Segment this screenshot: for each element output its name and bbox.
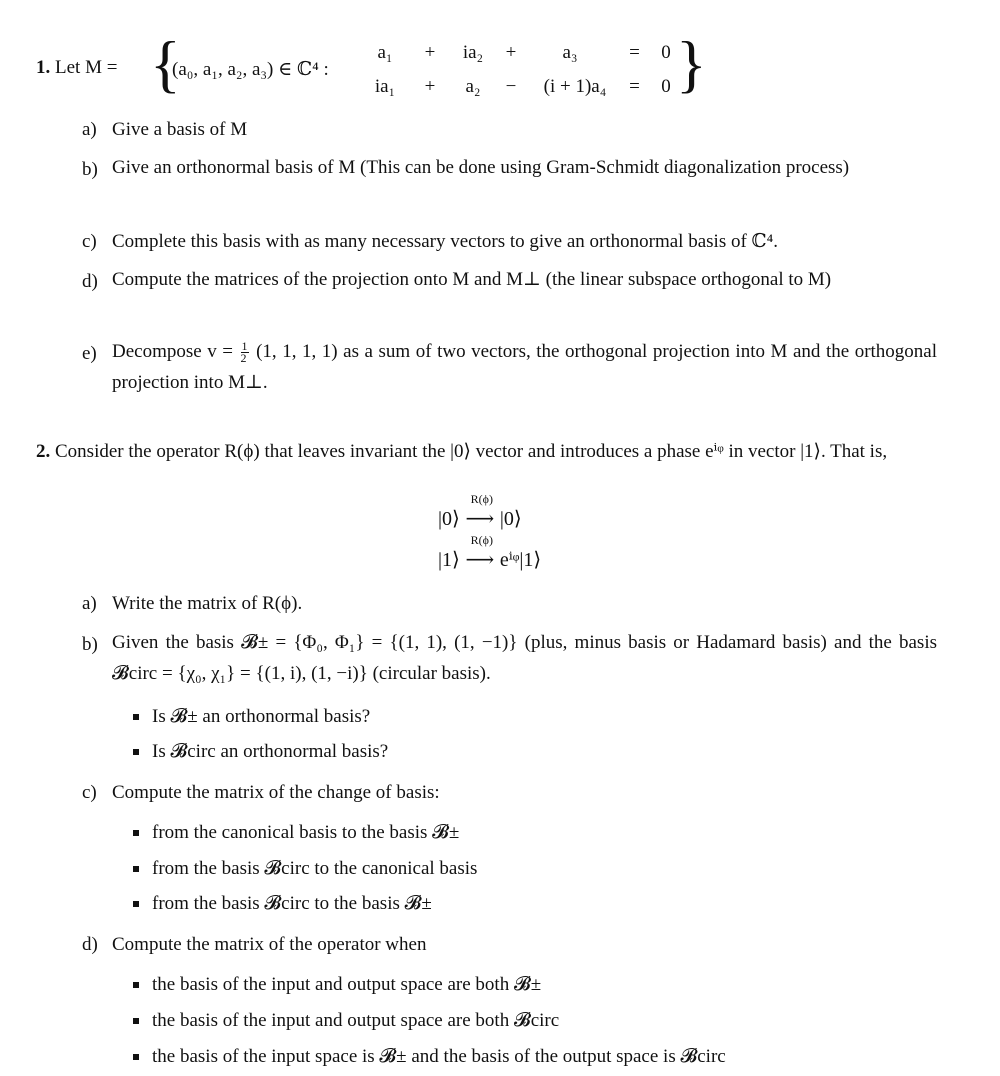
item-text: Complete this basis with as many necessary vectors to give an orthonormal basis of ℂ⁴. — [112, 231, 779, 252]
row1-rhs: 0 — [661, 42, 671, 63]
operator-label: R(ϕ) — [470, 533, 493, 547]
row2-equals: = — [629, 76, 640, 97]
operator-label: R(ϕ) — [470, 492, 493, 506]
problem-1-intro: Let M = — [55, 57, 118, 78]
row1-term-1: a₁ — [377, 42, 393, 63]
row2-op-2: − — [505, 76, 517, 97]
problem-2-header — [36, 436, 936, 468]
mapping-row-2 — [438, 533, 542, 575]
item-label: b) — [82, 634, 98, 655]
bullet-item: from the basis 𝓑circ to the basis 𝓑± — [133, 890, 432, 918]
system-row-2 — [360, 73, 690, 97]
item-label: c) — [82, 231, 97, 252]
ket-one-input: |1⟩ — [438, 549, 460, 571]
bullet-item: the basis of the input space is 𝓑± and the basis of the output space is 𝓑circ — [133, 1043, 726, 1071]
ket-zero-input: |0⟩ — [438, 508, 460, 530]
ket-zero-output: |0⟩ — [499, 508, 522, 530]
bullet-item: from the canonical basis to the basis 𝓑± — [133, 819, 459, 847]
item-text: Compute the matrix of the operator when — [112, 934, 427, 955]
item-e-text-after: (1, 1, 1, 1) as a sum of two vectors, the orthogonal projection into M and the orthogonal projection into M⊥. — [112, 341, 938, 393]
right-brace: } — [676, 28, 707, 99]
fraction-numerator: 1 — [241, 339, 248, 354]
bullet-item: from the basis 𝓑circ to the canonical basis — [133, 855, 477, 883]
item-text: Compute the matrix of the change of basis: — [112, 782, 440, 803]
row1-term-3: a₃ — [562, 42, 578, 63]
row2-rhs: 0 — [661, 76, 671, 97]
problem-1-number: 1. — [36, 57, 51, 78]
item-text: Give a basis of M — [112, 119, 248, 140]
item-text: Give an orthonormal basis of M (This can be done using Gram-Schmidt diagonalization process) — [112, 157, 850, 178]
arrow-icon: R(ϕ) ⟶ — [465, 546, 495, 575]
item-text: Compute the matrices of the projection onto M and M⊥ (the linear subspace orthogonal to M) — [112, 269, 832, 290]
bullet-item: Is 𝓑± an orthonormal basis? — [133, 703, 370, 731]
arrow-icon: R(ϕ) ⟶ — [465, 505, 495, 534]
item-text: Write the matrix of R(ϕ). — [112, 593, 303, 614]
row2-term-1: ia₁ — [374, 76, 396, 97]
item-label: a) — [82, 119, 97, 140]
row1-op-2: + — [505, 42, 517, 63]
row1-op-1: + — [424, 42, 436, 63]
bullet-item: the basis of the input and output space are both 𝓑± — [133, 971, 541, 999]
set-element: (a₀, a₁, a₂, a₃) ∈ ℂ⁴ : — [172, 59, 329, 80]
bullet-item: the basis of the input and output space are both 𝓑circ — [133, 1007, 559, 1035]
item-label: e) — [82, 343, 97, 364]
left-brace: { — [150, 28, 181, 99]
item-label: d) — [82, 271, 98, 292]
fraction-one-half — [241, 341, 249, 364]
item-e-text-before: Decompose v = — [112, 341, 233, 362]
problem-2-number: 2. — [36, 441, 51, 462]
row1-equals: = — [629, 42, 640, 63]
item-label: b) — [82, 159, 98, 180]
system-row-1 — [360, 39, 690, 63]
item-label: c) — [82, 782, 97, 803]
mapping-row-1 — [438, 492, 522, 534]
fraction-denominator: 2 — [240, 351, 247, 366]
row1-term-2: ia₂ — [462, 42, 484, 63]
problem-2-intro: Consider the operator R(ϕ) that leaves invariant the |0⟩ vector and introduces a phase eⁱᵠ in vector |1⟩. That is, — [55, 441, 888, 462]
item-label: a) — [82, 593, 97, 614]
ket-one-output: eⁱᵠ|1⟩ — [499, 549, 542, 571]
item-label: d) — [82, 934, 98, 955]
bullet-item: Is 𝓑circ an orthonormal basis? — [133, 738, 388, 766]
item-text: Given the basis 𝓑± = {Φ₀, Φ₁} = {(1, 1), (1, −1)} (plus, minus basis or Hadamard basis) and the basis 𝓑circ = {χ₀, χ₁} = {(1, i), (1, −i)} (circular basis). — [112, 632, 937, 684]
row2-op-1: + — [424, 76, 436, 97]
problem-1-header — [36, 54, 117, 82]
row2-term-2: a₂ — [465, 76, 481, 97]
row2-term-3: (i + 1)a₄ — [543, 76, 607, 97]
item-text — [112, 336, 937, 398]
